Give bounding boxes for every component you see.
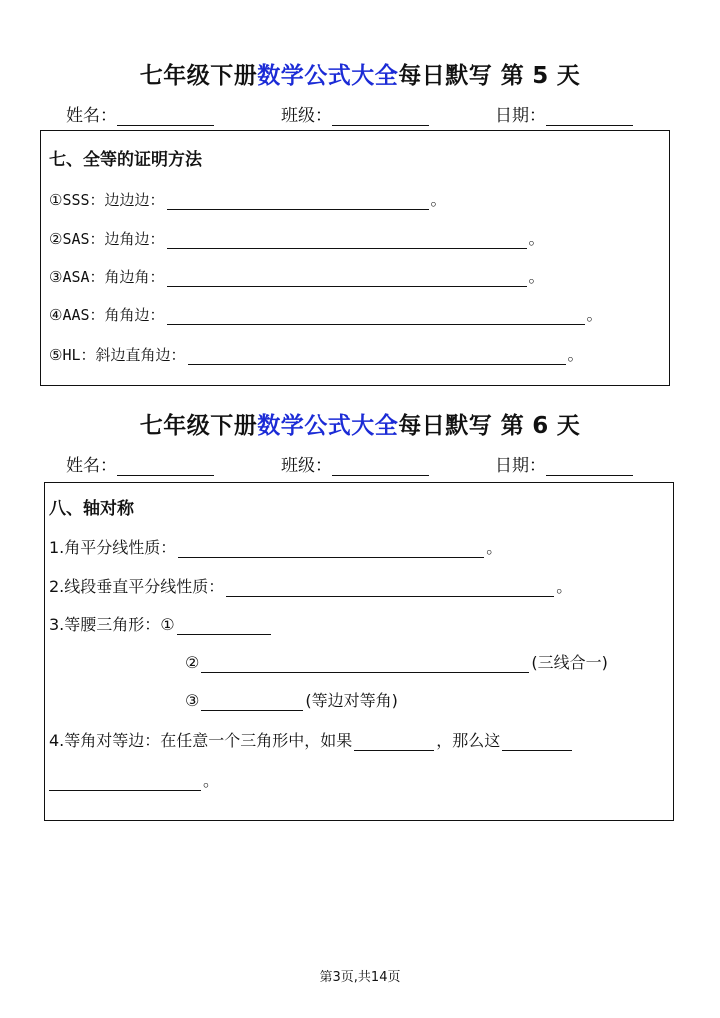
date-field (495, 451, 633, 476)
item-label: 4.等角对等边：在任意一个三角形中，如果 (49, 731, 353, 750)
day-number: 5 (532, 63, 549, 89)
answer-blank[interactable] (167, 307, 585, 325)
sub-note: (三线合一) (531, 653, 608, 672)
answer-blank[interactable] (201, 655, 529, 673)
class-blank[interactable] (332, 458, 429, 476)
answer-blank[interactable] (49, 773, 201, 791)
class-blank[interactable] (332, 108, 429, 126)
item-label: ③ASA：角边角： (49, 268, 165, 286)
answer-blank[interactable] (167, 231, 527, 249)
item-hl (49, 345, 584, 365)
date-blank[interactable] (546, 108, 633, 126)
day-number: 6 (532, 413, 549, 439)
item-label: ④AAS：角角边： (49, 306, 165, 324)
name-blank[interactable] (117, 458, 214, 476)
answer-blank[interactable] (201, 693, 303, 711)
answer-blank[interactable] (178, 540, 484, 558)
answer-blank[interactable] (167, 269, 527, 287)
item-end: 。 (528, 229, 545, 248)
item-perpendicular-bisector (49, 577, 572, 597)
name-label: 姓名： (66, 456, 117, 476)
class-label: 班级： (281, 106, 332, 126)
item-label: 2.线段垂直平分线性质： (49, 577, 225, 596)
item-label: ②SAS：边角边： (49, 230, 165, 248)
answer-blank[interactable] (188, 347, 566, 365)
name-field (66, 451, 214, 476)
item-label: 3.等腰三角形：① (49, 615, 175, 634)
sheet6-title (0, 407, 720, 440)
item-sas (49, 229, 545, 249)
date-label: 日期： (495, 456, 546, 476)
day-suffix: 天 (556, 63, 581, 89)
item-isosceles-sub3 (185, 691, 398, 711)
item-end: 。 (556, 577, 573, 596)
item-aas (49, 305, 603, 325)
sheet5-title (0, 57, 720, 90)
item-asa (49, 267, 545, 287)
item-isosceles (49, 615, 273, 635)
item-label: ①SSS：边边边： (49, 191, 165, 209)
item-end: 。 (567, 345, 584, 364)
section-title: 八、轴对称 (49, 499, 134, 519)
title-prefix: 七年级下册 (139, 63, 258, 89)
title-highlight: 数学公式大全 (257, 63, 399, 89)
sub-note: (等边对等角) (305, 691, 398, 710)
class-label: 班级： (281, 456, 332, 476)
item-label: ⑤HL：斜边直角边： (49, 346, 186, 364)
title-highlight: 数学公式大全 (257, 413, 399, 439)
class-field (281, 101, 429, 126)
item-end: 。 (528, 267, 545, 286)
name-field (66, 101, 214, 126)
item-angle-bisector (49, 538, 502, 558)
section-title: 七、全等的证明方法 (49, 150, 202, 170)
answer-blank[interactable] (226, 579, 554, 597)
item-end: 。 (203, 771, 220, 790)
date-field (495, 101, 633, 126)
sub-label: ③ (185, 691, 200, 710)
name-blank[interactable] (117, 108, 214, 126)
sub-label: ② (185, 653, 200, 672)
item-end: 。 (486, 538, 503, 557)
title-suffix: 每日默写 第 (398, 63, 525, 89)
title-prefix: 七年级下册 (139, 413, 258, 439)
answer-blank[interactable] (177, 617, 271, 635)
name-label: 姓名： (66, 106, 117, 126)
date-label: 日期： (495, 106, 546, 126)
item-label: 1.角平分线性质： (49, 538, 177, 557)
page-footer: 第3页,共14页 (319, 970, 401, 985)
answer-blank[interactable] (167, 192, 429, 210)
item-mid: ，那么这 (436, 731, 501, 750)
item-equal-angles-cont (49, 771, 219, 791)
item-sss (49, 190, 447, 210)
day-suffix: 天 (556, 413, 581, 439)
class-field (281, 451, 429, 476)
title-suffix: 每日默写 第 (398, 413, 525, 439)
item-isosceles-sub2 (185, 653, 608, 673)
item-end: 。 (430, 190, 447, 209)
date-blank[interactable] (546, 458, 633, 476)
answer-blank[interactable] (502, 733, 572, 751)
answer-blank[interactable] (354, 733, 434, 751)
item-end: 。 (586, 305, 603, 324)
item-equal-angles (49, 731, 572, 751)
